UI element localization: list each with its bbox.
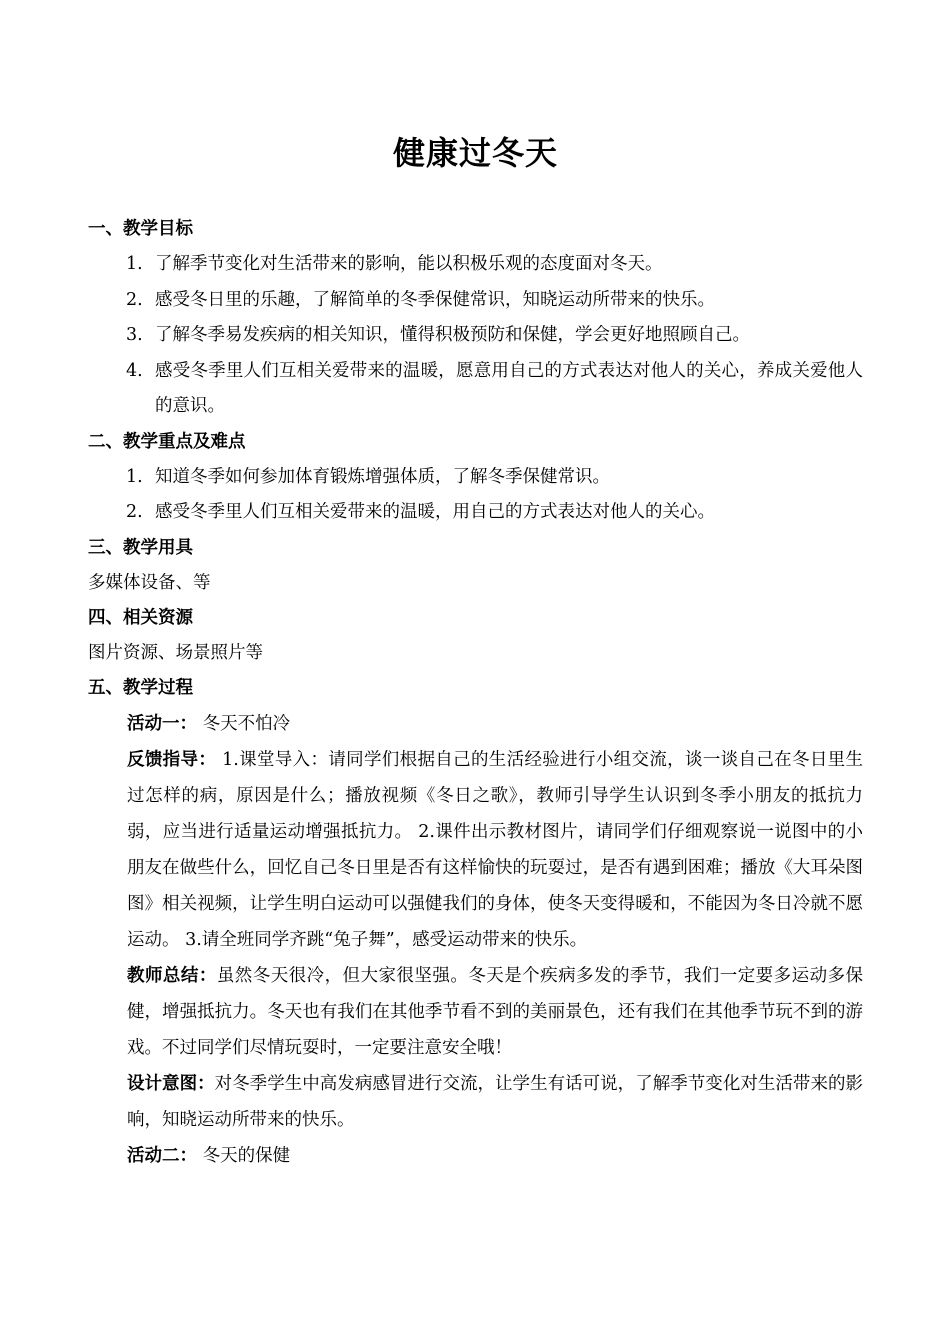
list-item-text: 感受冬季里人们互相关爱带来的温暖，愿意用自己的方式表达对他人的关心，养成关爱他人的意识。 [155, 360, 863, 416]
feedback-label: 反馈指导： [127, 749, 217, 770]
key-points-list [88, 460, 863, 531]
feedback-guidance [88, 742, 863, 958]
document-body [88, 212, 863, 1174]
list-item-number: 3. [126, 325, 143, 345]
activity-one [88, 706, 863, 742]
activity-one-label: 活动一： [127, 713, 197, 734]
list-item-text: 了解冬季易发疾病的相关知识，懂得积极预防和保健，学会更好地照顾自己。 [155, 325, 750, 345]
activity-two [88, 1138, 863, 1174]
summary-label: 教师总结： [127, 965, 217, 986]
list-item-number: 2. [126, 502, 143, 522]
list-item [88, 460, 863, 496]
teaching-tools-text: 多媒体设备、等 [88, 572, 211, 593]
list-item-number: 4. [126, 360, 143, 381]
list-item-text: 了解季节变化对生活带来的影响，能以积极乐观的态度面对冬天。 [155, 254, 663, 274]
list-item [88, 318, 863, 354]
activity-one-title: 冬天不怕冷 [202, 713, 291, 734]
section-heading-teaching-goals: 一、教学目标 [88, 219, 193, 239]
list-item [88, 247, 863, 283]
list-item [88, 354, 863, 425]
list-item-number: 2. [126, 289, 143, 310]
summary-text: 虽然冬天很冷，但大家很坚强。冬天是个疾病多发的季节，我们一定要多运动多保健，增强抵抗力。冬天也有我们在其他季节看不到的美丽景色，还有我们在其他季节玩不到的游戏。不过同学们尽情玩耍时，一定要注意安全哦！ [127, 965, 863, 1058]
page-title: 健康过冬天 [392, 134, 558, 172]
feedback-text: 1.课堂导入：请同学们根据自己的生活经验进行小组交流，谈一谈自己在冬日里生过怎样的病，原因是什么；播放视频《冬日之歌》，教师引导学生认识到冬季小朋友的抵抗力弱，应当进行适量运动增强抵抗力。 2.课件出示教材图片，请同学们仔细观察说一说图中的小朋友在做些什么，回忆自己冬日里是否有这样愉快的玩耍过，是否有遇到困难；播放《大耳朵图图》相关视频，让学生明白运动可以强健我们的身体，使冬天变得暖和，不能因为冬日冷就不愿运动。 3.请全班同学齐跳“兔子舞”，感受运动带来的快乐。 [127, 749, 863, 950]
section-heading-key-points: 二、教学重点及难点 [88, 431, 246, 452]
activity-two-label: 活动二： [127, 1145, 197, 1166]
teacher-summary [88, 958, 863, 1066]
design-intent [88, 1066, 863, 1138]
design-text: 对冬季学生中高发病感冒进行交流，让学生有话可说，了解季节变化对生活带来的影响，知晓运动所带来的快乐。 [127, 1073, 864, 1130]
goals-list [88, 247, 863, 425]
list-item-text: 感受冬日里的乐趣，了解简单的冬季保健常识，知晓运动所带来的快乐。 [155, 289, 715, 310]
section-heading-teaching-tools: 三、教学用具 [88, 537, 193, 558]
list-item [88, 495, 863, 531]
design-label: 设计意图： [127, 1073, 215, 1094]
list-item-number: 1. [126, 466, 143, 487]
resources-text: 图片资源、场景照片等 [88, 642, 263, 663]
section-heading-resources: 四、相关资源 [88, 607, 193, 628]
list-item-text: 感受冬季里人们互相关爱带来的温暖，用自己的方式表达对他人的关心。 [155, 502, 715, 522]
activity-two-title: 冬天的保健 [202, 1145, 291, 1166]
list-item [88, 283, 863, 319]
list-item-number: 1. [126, 254, 143, 274]
list-item-text: 知道冬季如何参加体育锻炼增强体质，了解冬季保健常识。 [155, 466, 610, 487]
section-heading-teaching-process: 五、教学过程 [88, 677, 193, 698]
